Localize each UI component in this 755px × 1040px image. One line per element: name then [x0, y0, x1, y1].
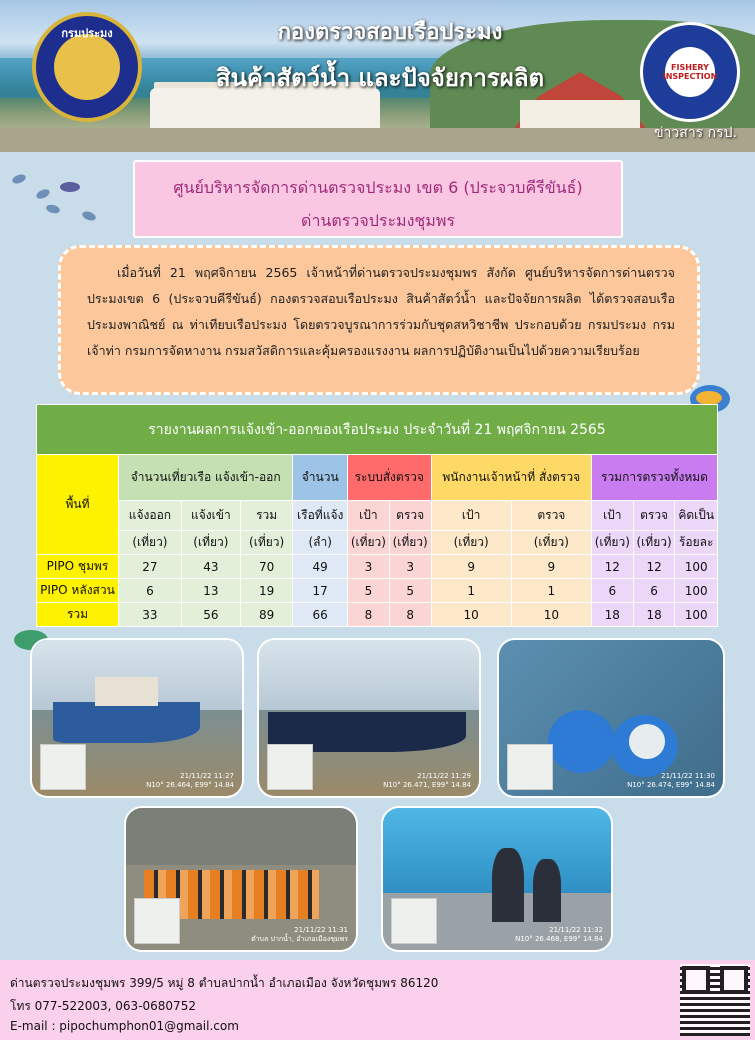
fishery-inspection-logo [640, 22, 740, 122]
footer-phone: โทร 077-522003, 063-0680752 [10, 999, 196, 1013]
sub-header: เรือที่แจ้ง [293, 501, 348, 531]
photo-stamp [383, 772, 471, 790]
header-banner [0, 0, 755, 152]
table-cell: 9 [511, 555, 591, 579]
report-table [36, 404, 718, 627]
group-total-header: รวมการตรวจทั้งหมด [591, 455, 717, 501]
unit-header: (เที่ยว) [389, 531, 431, 555]
group-count-header: จำนวน [293, 455, 348, 501]
footer-email[interactable]: E-mail : pipochumphon01@gmail.com [10, 1019, 239, 1033]
sub-header: ตรวจ [389, 501, 431, 531]
ground [0, 128, 755, 152]
table-cell: 89 [240, 603, 293, 627]
photo-crew-inspection [124, 806, 358, 952]
sub-header: เป้า [591, 501, 633, 531]
area-header: พื้นที่ [37, 455, 119, 555]
table-cell: 18 [633, 603, 675, 627]
photo-timestamp: 21/11/22 11:29 [417, 772, 471, 780]
table-cell: 3 [389, 555, 431, 579]
table-cell: 100 [675, 603, 718, 627]
table-row-total [37, 603, 718, 627]
unit-header: ร้อยละ [675, 531, 718, 555]
photo-stamp [146, 772, 234, 790]
table-cell: 6 [119, 579, 182, 603]
photo-coords: N10° 26.474, E99° 14.84 [627, 781, 715, 789]
department-logo-left [32, 12, 142, 122]
photo-stamp [627, 772, 715, 790]
table-row [37, 579, 718, 603]
table-cell: 6 [591, 579, 633, 603]
unit-header: (เที่ยว) [240, 531, 293, 555]
emblem-icon [54, 34, 120, 100]
group-system-header: ระบบสั่งตรวจ [348, 455, 432, 501]
table-cell: 18 [591, 603, 633, 627]
photo-stamp [515, 926, 603, 944]
table-cell: 70 [240, 555, 293, 579]
table-cell: 8 [389, 603, 431, 627]
table-cell: 9 [431, 555, 511, 579]
sub-header: ตรวจ [633, 501, 675, 531]
photo-boat-2 [257, 638, 481, 798]
sub-header: เป้า [431, 501, 511, 531]
sub-header: แจ้งออก [119, 501, 182, 531]
unit-header: (เที่ยว) [591, 531, 633, 555]
table-cell: 27 [119, 555, 182, 579]
table-cell: 33 [119, 603, 182, 627]
report-paragraph-box [58, 245, 700, 395]
table-cell: 5 [389, 579, 431, 603]
fish-icon [11, 173, 27, 185]
news-tag: ข่าวสาร กรป. [653, 125, 737, 141]
table-cell: 66 [293, 603, 348, 627]
sub-header: ตรวจ [511, 501, 591, 531]
map-thumbnail [507, 744, 553, 790]
photo-timestamp: 21/11/22 11:30 [661, 772, 715, 780]
unit-header: (เที่ยว) [431, 531, 511, 555]
report-paragraph: เมื่อวันที่ 21 พฤศจิกายน 2565 เจ้าหน้าที่ด่านตรวจประมงชุมพร สังกัด ศูนย์บริหารจัดการด่านตรวจประมงเขต 6 (ประจวบคีรีขันธ์) กองตรวจสอบเรือประมง สินค้าสัตว์น้ำ และปัจจัยการผลิต ได้ตรวจสอบเรือประมงพาณิชย์ ณ ท่าเทียบเรือประมง โดยตรวจบูรณาการร่วมกับชุดสหวิชาชีพ ประกอบด้วย กรมประมง กรมเจ้าท่า กรมการจัดหางาน กรมสวัสดิการและคุ้มครองแรงงาน ผลการปฏิบัติงานเป็นไปด้วยความเรียบร้อย [87, 265, 675, 358]
header-title-line1: กองตรวจสอบเรือประมง [277, 20, 503, 45]
unit-title-line1: ศูนย์บริหารจัดการด่านตรวจประมง เขต 6 (ประจวบคีรีขันธ์) [173, 178, 583, 197]
footer [0, 960, 755, 1040]
map-thumbnail [267, 744, 313, 790]
photo-background [126, 808, 356, 865]
unit-header: (ลำ) [293, 531, 348, 555]
qr-code-icon[interactable] [680, 964, 750, 1036]
row-area: PIPO หลังสวน [37, 579, 119, 603]
group-officer-header: พนักงานเจ้าหน้าที่ สั่งตรวจ [431, 455, 591, 501]
map-thumbnail [391, 898, 437, 944]
table-cell: 43 [181, 555, 240, 579]
photo-stamp [251, 926, 348, 944]
row-area: รวม [37, 603, 119, 627]
table-cell: 10 [431, 603, 511, 627]
photo-boat-1 [30, 638, 244, 798]
table-cell: 5 [348, 579, 390, 603]
photo-coords: N10° 26.471, E99° 14.84 [383, 781, 471, 789]
table-title: รายงานผลการแจ้งเข้า-ออกของเรือประมง ประจำวันที่ 21 พฤศจิกายน 2565 [37, 405, 718, 455]
unit-header: (เที่ยว) [119, 531, 182, 555]
table-cell: 19 [240, 579, 293, 603]
table-cell: 12 [633, 555, 675, 579]
table-cell: 10 [511, 603, 591, 627]
table-cell: 100 [675, 555, 718, 579]
unit-header: (เที่ยว) [181, 531, 240, 555]
photo-timestamp: 21/11/22 11:27 [180, 772, 234, 780]
sub-header: คิดเป็น [675, 501, 718, 531]
table-cell: 3 [348, 555, 390, 579]
ice-icon [629, 724, 665, 758]
drum-icon [548, 710, 615, 772]
photo-coords: ตำบล ปากน้ำ, อำเภอเมืองชุมพร [251, 935, 348, 943]
photo-coords: N10° 26.468, E99° 14.84 [515, 935, 603, 943]
table-cell: 13 [181, 579, 240, 603]
unit-title-box [133, 160, 623, 238]
fish-icon [45, 203, 61, 214]
unit-header: (เที่ยว) [511, 531, 591, 555]
photo-timestamp: 21/11/22 11:31 [294, 926, 348, 934]
photo-officers [381, 806, 613, 952]
officer-figure [492, 848, 524, 922]
map-thumbnail [40, 744, 86, 790]
table-cell: 1 [431, 579, 511, 603]
logo-left-text: กรมประมง [61, 27, 113, 40]
table-cell: 56 [181, 603, 240, 627]
header-title-line2: สินค้าสัตว์น้ำ และปัจจัยการผลิต [215, 64, 545, 92]
boat-cabin [95, 677, 158, 705]
fish-icon [81, 210, 97, 222]
table-row [37, 555, 718, 579]
sub-header: รวม [240, 501, 293, 531]
photo-timestamp: 21/11/22 11:32 [549, 926, 603, 934]
map-thumbnail [134, 898, 180, 944]
unit-header: (เที่ยว) [633, 531, 675, 555]
table-cell: 6 [633, 579, 675, 603]
sub-header: เป้า [348, 501, 390, 531]
officer-figure [533, 859, 560, 921]
table-cell: 1 [511, 579, 591, 603]
table-cell: 17 [293, 579, 348, 603]
group-trips-header: จำนวนเที่ยวเรือ แจ้งเข้า-ออก [119, 455, 293, 501]
unit-title-line2: ด่านตรวจประมงชุมพร [301, 211, 455, 230]
boat-icon [53, 702, 200, 743]
fish-icon [60, 182, 80, 192]
row-area: PIPO ชุมพร [37, 555, 119, 579]
sub-header: แจ้งเข้า [181, 501, 240, 531]
table-cell: 49 [293, 555, 348, 579]
photo-fish-hold [497, 638, 725, 798]
table-cell: 8 [348, 603, 390, 627]
photo-sky [259, 640, 479, 710]
fish-icon [35, 187, 51, 200]
table-cell: 12 [591, 555, 633, 579]
unit-header: (เที่ยว) [348, 531, 390, 555]
photo-coords: N10° 26.464, E99° 14.84 [146, 781, 234, 789]
table-cell: 100 [675, 579, 718, 603]
footer-address: ด่านตรวจประมงชุมพร 399/5 หมู่ 8 ตำบลปากน้ำ อำเภอเมือง จังหวัดชุมพร 86120 [10, 976, 439, 990]
logo-right-text: FISHERY INSPECTION [662, 63, 718, 81]
